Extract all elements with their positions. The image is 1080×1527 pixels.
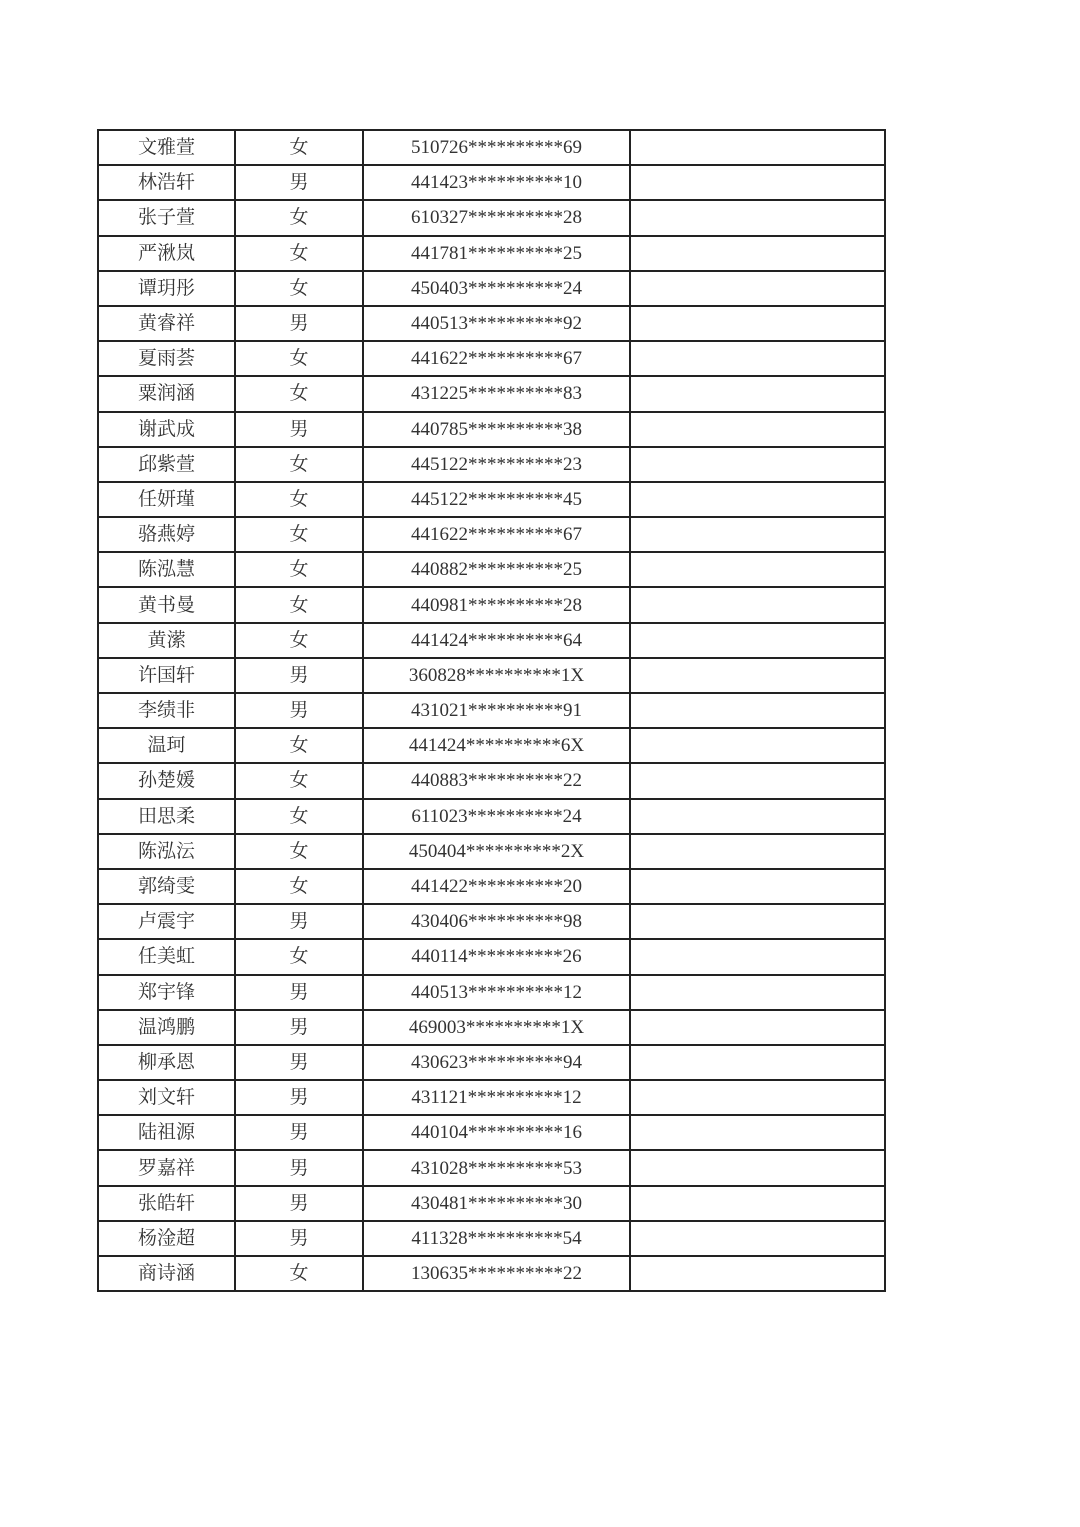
id-number-cell: 441781**********25 [363,236,630,271]
id-number-cell: 610327**********28 [363,200,630,235]
gender-cell: 女 [235,200,363,235]
table-row [98,834,885,869]
gender-cell: 男 [235,306,363,341]
note-cell [630,975,885,1010]
name-cell: 许国轩 [98,658,235,693]
gender-cell: 男 [235,1221,363,1256]
id-number-cell: 431021**********91 [363,693,630,728]
note-cell [630,236,885,271]
id-number-cell: 430481**********30 [363,1186,630,1221]
id-number-cell: 445122**********45 [363,482,630,517]
gender-cell: 女 [235,236,363,271]
id-number-cell: 440981**********28 [363,587,630,622]
gender-cell: 女 [235,271,363,306]
table-row [98,904,885,939]
gender-cell: 女 [235,799,363,834]
note-cell [630,200,885,235]
note-cell [630,1256,885,1291]
table-row [98,799,885,834]
name-cell: 黄潆 [98,623,235,658]
gender-cell: 男 [235,658,363,693]
table-row [98,482,885,517]
note-cell [630,517,885,552]
name-cell: 张子萱 [98,200,235,235]
note-cell [630,1186,885,1221]
note-cell [630,658,885,693]
name-cell: 卢震宇 [98,904,235,939]
gender-cell: 女 [235,130,363,165]
id-number-cell: 510726**********69 [363,130,630,165]
id-number-cell: 441424**********64 [363,623,630,658]
id-number-cell: 431121**********12 [363,1080,630,1115]
gender-cell: 男 [235,904,363,939]
id-number-cell: 450404**********2X [363,834,630,869]
id-number-cell: 440513**********92 [363,306,630,341]
note-cell [630,1115,885,1150]
gender-cell: 男 [235,1045,363,1080]
note-cell [630,1221,885,1256]
name-cell: 夏雨荟 [98,341,235,376]
id-number-cell: 440104**********16 [363,1115,630,1150]
gender-cell: 女 [235,1256,363,1291]
table-row [98,1045,885,1080]
id-number-cell: 445122**********23 [363,447,630,482]
id-number-cell: 441424**********6X [363,728,630,763]
id-number-cell: 431225**********83 [363,376,630,411]
id-number-cell: 440883**********22 [363,763,630,798]
name-cell: 温鸿鹏 [98,1010,235,1045]
note-cell [630,552,885,587]
name-cell: 谭玥彤 [98,271,235,306]
note-cell [630,939,885,974]
id-number-cell: 611023**********24 [363,799,630,834]
id-number-cell: 441622**********67 [363,341,630,376]
note-cell [630,1150,885,1185]
gender-cell: 男 [235,412,363,447]
table-row [98,341,885,376]
id-number-cell: 440785**********38 [363,412,630,447]
name-cell: 陈泓沄 [98,834,235,869]
note-cell [630,763,885,798]
note-cell [630,341,885,376]
table-row [98,728,885,763]
roster-table-body [98,130,885,1291]
name-cell: 骆燕婷 [98,517,235,552]
table-row [98,939,885,974]
name-cell: 文雅萱 [98,130,235,165]
id-number-cell: 411328**********54 [363,1221,630,1256]
note-cell [630,623,885,658]
id-number-cell: 441423**********10 [363,165,630,200]
gender-cell: 男 [235,165,363,200]
table-row [98,587,885,622]
note-cell [630,587,885,622]
table-row [98,306,885,341]
note-cell [630,1010,885,1045]
name-cell: 郭绮雯 [98,869,235,904]
gender-cell: 男 [235,1080,363,1115]
name-cell: 田思柔 [98,799,235,834]
name-cell: 任妍瑾 [98,482,235,517]
gender-cell: 女 [235,763,363,798]
gender-cell: 女 [235,517,363,552]
table-row [98,658,885,693]
note-cell [630,869,885,904]
gender-cell: 女 [235,376,363,411]
table-row [98,200,885,235]
name-cell: 孙楚媛 [98,763,235,798]
gender-cell: 女 [235,869,363,904]
note-cell [630,904,885,939]
id-number-cell: 430623**********94 [363,1045,630,1080]
note-cell [630,799,885,834]
table-row [98,1080,885,1115]
id-number-cell: 430406**********98 [363,904,630,939]
name-cell: 温珂 [98,728,235,763]
table-row [98,1221,885,1256]
name-cell: 罗嘉祥 [98,1150,235,1185]
id-number-cell: 440114**********26 [363,939,630,974]
table-row [98,1150,885,1185]
gender-cell: 女 [235,834,363,869]
note-cell [630,834,885,869]
gender-cell: 女 [235,728,363,763]
gender-cell: 男 [235,1115,363,1150]
name-cell: 刘文轩 [98,1080,235,1115]
name-cell: 严湫岚 [98,236,235,271]
note-cell [630,693,885,728]
table-row [98,165,885,200]
name-cell: 陈泓慧 [98,552,235,587]
table-row [98,236,885,271]
name-cell: 林浩轩 [98,165,235,200]
note-cell [630,728,885,763]
gender-cell: 女 [235,341,363,376]
id-number-cell: 440513**********12 [363,975,630,1010]
name-cell: 张皓轩 [98,1186,235,1221]
name-cell: 谢武成 [98,412,235,447]
table-row [98,130,885,165]
name-cell: 陆祖源 [98,1115,235,1150]
id-number-cell: 130635**********22 [363,1256,630,1291]
name-cell: 郑宇锋 [98,975,235,1010]
note-cell [630,306,885,341]
id-number-cell: 440882**********25 [363,552,630,587]
table-row [98,517,885,552]
note-cell [630,376,885,411]
table-row [98,1256,885,1291]
note-cell [630,412,885,447]
note-cell [630,271,885,306]
table-row [98,376,885,411]
note-cell [630,447,885,482]
id-number-cell: 450403**********24 [363,271,630,306]
note-cell [630,1045,885,1080]
gender-cell: 女 [235,552,363,587]
id-number-cell: 469003**********1X [363,1010,630,1045]
table-row [98,763,885,798]
table-row [98,1010,885,1045]
table-row [98,975,885,1010]
gender-cell: 女 [235,447,363,482]
note-cell [630,1080,885,1115]
id-number-cell: 360828**********1X [363,658,630,693]
name-cell: 李绩非 [98,693,235,728]
gender-cell: 男 [235,1186,363,1221]
table-row [98,869,885,904]
table-row [98,447,885,482]
gender-cell: 男 [235,693,363,728]
gender-cell: 女 [235,587,363,622]
name-cell: 邱紫萱 [98,447,235,482]
gender-cell: 男 [235,975,363,1010]
name-cell: 杨淦超 [98,1221,235,1256]
name-cell: 任美虹 [98,939,235,974]
note-cell [630,482,885,517]
id-number-cell: 441422**********20 [363,869,630,904]
gender-cell: 女 [235,939,363,974]
table-row [98,693,885,728]
note-cell [630,130,885,165]
table-row [98,623,885,658]
note-cell [630,165,885,200]
gender-cell: 男 [235,1150,363,1185]
table-row [98,552,885,587]
name-cell: 商诗涵 [98,1256,235,1291]
name-cell: 黄睿祥 [98,306,235,341]
id-number-cell: 431028**********53 [363,1150,630,1185]
name-cell: 粟润涵 [98,376,235,411]
name-cell: 黄书曼 [98,587,235,622]
gender-cell: 女 [235,623,363,658]
table-row [98,412,885,447]
gender-cell: 女 [235,482,363,517]
gender-cell: 男 [235,1010,363,1045]
table-row [98,1115,885,1150]
id-number-cell: 441622**********67 [363,517,630,552]
table-row [98,1186,885,1221]
student-roster-table [97,129,886,1292]
name-cell: 柳承恩 [98,1045,235,1080]
table-row [98,271,885,306]
